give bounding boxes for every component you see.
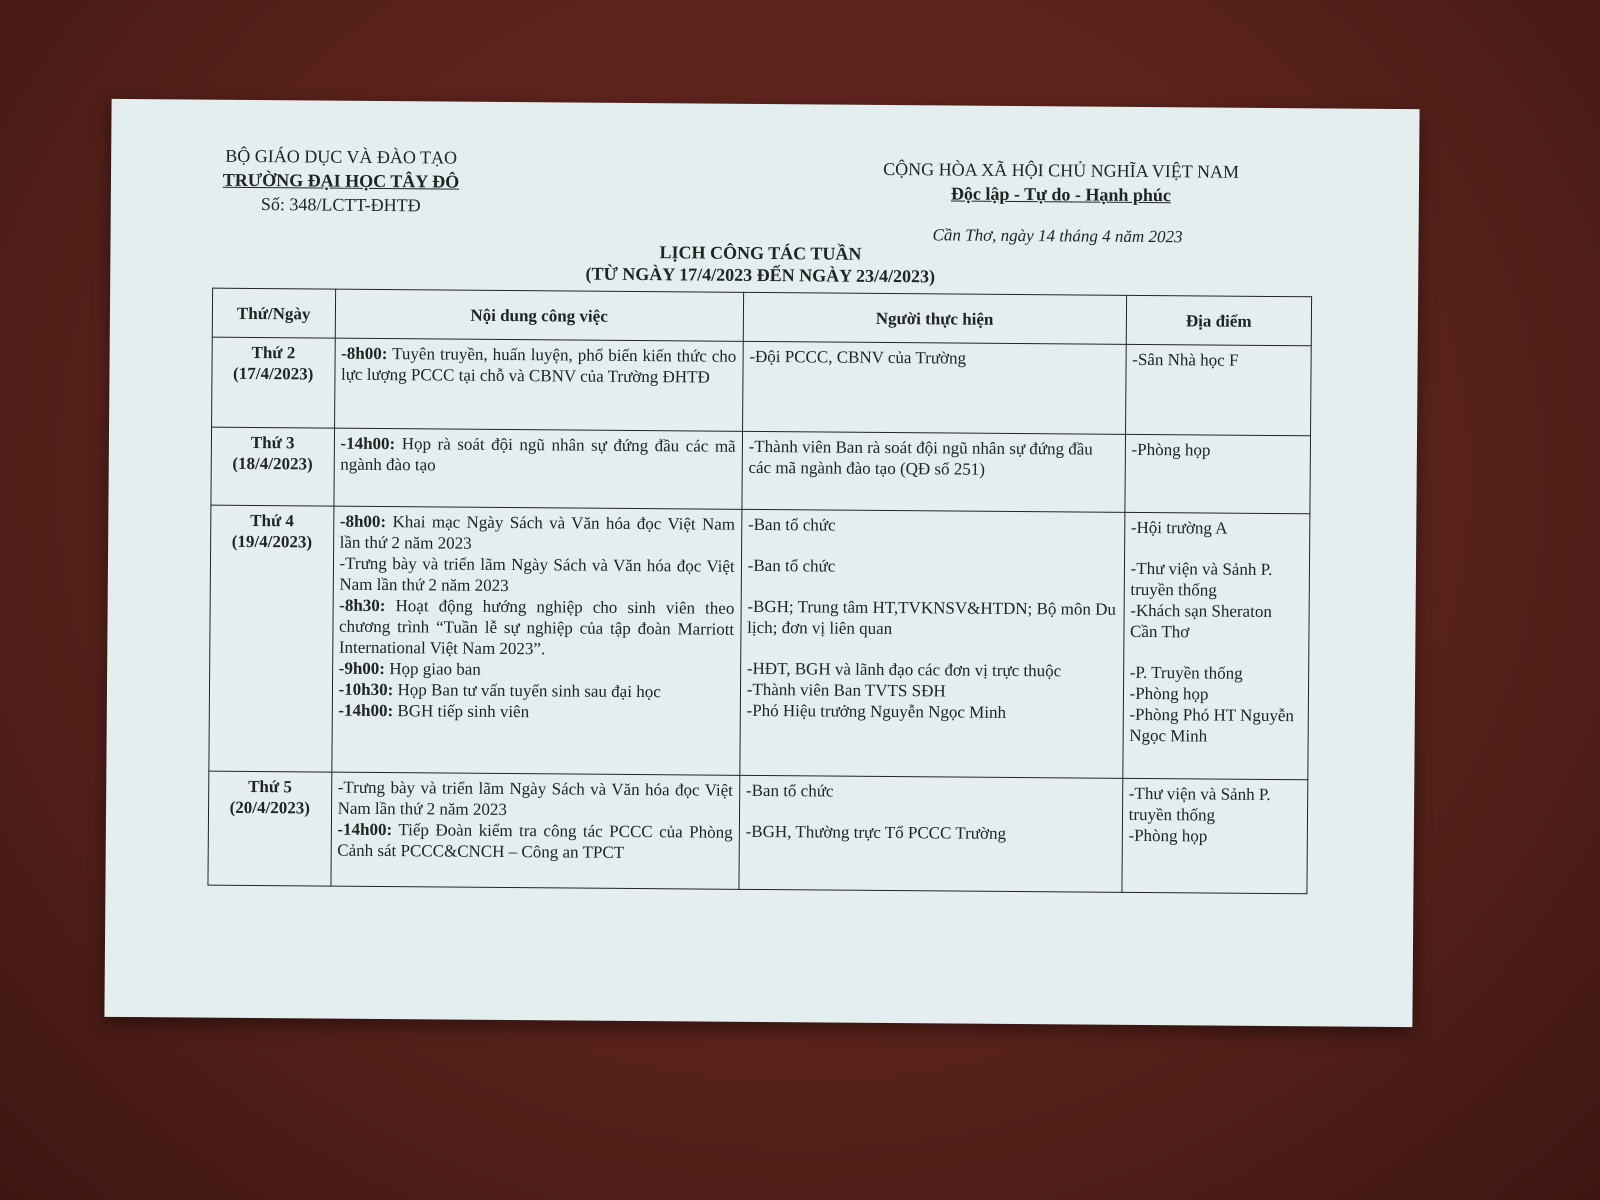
dateline: Cần Thơ, ngày 14 tháng 4 năm 2023 — [932, 225, 1183, 247]
task-time: -9h00: — [338, 658, 386, 679]
table-row — [209, 505, 1310, 780]
school-name: TRƯỜNG ĐẠI HỌC TÂY ĐÔ — [222, 169, 460, 192]
persons-cell — [742, 341, 1126, 434]
task-time: -8h30: — [339, 595, 386, 616]
task-time: -8h00: — [341, 343, 388, 364]
task-item — [339, 553, 735, 598]
task-text: Họp rà soát đội ngũ nhân sự đứng đầu các mã ngành đào tạo — [340, 434, 736, 475]
person-item: -Phó Hiệu trưởng Nguyễn Ngọc Minh — [746, 700, 1007, 722]
person-item: -Thành viên Ban rà soát đội ngũ nhân sự đứng đầu các mã ngành đào tạo (QĐ số 251) — [748, 436, 1093, 479]
task-text: Hoạt động hướng nghiệp cho sinh viên theo chương trình “Tuần lễ sự nghiệp của tập đoàn Marriott International Việt Nam 2023”. — [338, 596, 735, 659]
national-header — [871, 157, 1251, 208]
date: (17/4/2023) — [233, 363, 314, 384]
weekday: Thứ 2 — [251, 342, 296, 363]
task-text: -Trưng bày và triển lãm Ngày Sách và Văn hóa đọc Việt Nam lần thứ 2 năm 2023 — [339, 553, 735, 596]
table-header-row — [212, 288, 1311, 346]
task-item — [338, 700, 733, 724]
task-text: Tiếp Đoàn kiểm tra công tác PCCC của Phòng Cảnh sát PCCC&CNCH – Công an TPCT — [337, 820, 733, 862]
document-number: Số: 348/LCTT-ĐHTĐ — [260, 194, 421, 216]
task-item — [337, 819, 733, 864]
place-item: -Phòng Phó HT Nguyễn Ngọc Minh — [1129, 704, 1295, 746]
place-cell — [1122, 778, 1308, 893]
ministry-name: BỘ GIÁO DỤC VÀ ĐÀO TẠO — [225, 145, 458, 168]
task-text: -Trưng bày và triển lãm Ngày Sách và Văn hóa đọc Việt Nam lần thứ 2 năm 2023 — [337, 777, 734, 820]
weekday: Thứ 5 — [248, 776, 292, 797]
persons-cell — [739, 775, 1123, 892]
place-item: -P. Truyền thống — [1129, 662, 1243, 683]
place-cell — [1125, 344, 1311, 435]
spacer — [1131, 538, 1304, 559]
spacer — [1130, 642, 1303, 663]
persons-cell — [740, 509, 1125, 778]
place-item: -Hội trường A — [1130, 517, 1228, 538]
day-cell — [211, 427, 334, 506]
table-row — [212, 337, 1312, 436]
title-line-1: LỊCH CÔNG TÁC TUẦN — [659, 242, 862, 264]
place-cell — [1125, 434, 1311, 513]
place-item: -Sân Nhà học F — [1132, 349, 1239, 370]
task-item — [341, 343, 737, 388]
person-item: -Ban tổ chức — [745, 780, 834, 801]
national-motto: Độc lập - Tự do - Hạnh phúc — [950, 183, 1171, 206]
table-row — [208, 771, 1308, 894]
person-item: -Ban tổ chức — [747, 514, 836, 535]
document-sheet — [104, 99, 1419, 1027]
table-row — [211, 427, 1311, 514]
issuer-header — [211, 144, 472, 218]
task-time: -8h00: — [339, 511, 387, 532]
header-content: Nội dung công việc — [335, 289, 744, 341]
task-time: -14h00: — [337, 819, 393, 840]
day-cell — [209, 505, 334, 772]
republic-name: CỘNG HÒA XÃ HỘI CHỦ NGHĨA VIỆT NAM — [883, 158, 1240, 182]
person-item: -Đội PCCC, CBNV của Trường — [749, 346, 967, 368]
content-cell — [331, 506, 741, 775]
task-text: Khai mạc Ngày Sách và Văn hóa đọc Việt Nam lần thứ 2 năm 2023 — [339, 512, 736, 553]
task-item — [340, 511, 736, 556]
place-item: -Phòng họp — [1128, 825, 1208, 846]
task-time: -14h00: — [338, 700, 394, 721]
header-day: Thứ/Ngày — [212, 288, 335, 338]
weekday: Thứ 3 — [250, 432, 295, 453]
content-cell — [334, 338, 743, 431]
weekday: Thứ 4 — [250, 510, 295, 531]
place-item: -Khách sạn Sheraton Cần Thơ — [1130, 600, 1272, 642]
date: (20/4/2023) — [229, 797, 311, 818]
person-item: -HĐT, BGH và lãnh đạo các đơn vị trực thuộc — [746, 658, 1062, 681]
place-cell — [1122, 512, 1309, 779]
person-item: -BGH, Thường trực Tổ PCCC Trường — [745, 821, 1007, 843]
task-text: Họp giao ban — [384, 659, 481, 679]
task-item — [339, 595, 735, 661]
task-item — [338, 777, 734, 822]
content-cell — [333, 428, 742, 509]
place-item: -Thư viện và Sảnh P. truyền thống — [1130, 558, 1273, 600]
task-text: Họp Ban tư vấn tuyển sinh sau đại học — [393, 680, 661, 702]
person-item: -BGH; Trung tâm HT,TVKNSV&HTDN; Bộ môn Du lịch; đơn vị liên quan — [747, 596, 1116, 639]
day-cell — [208, 771, 331, 886]
schedule-table — [207, 288, 1312, 895]
task-item — [340, 433, 736, 478]
header-persons: Người thực hiện — [743, 292, 1126, 344]
place-item: -Phòng họp — [1129, 683, 1209, 704]
persons-cell — [742, 431, 1125, 512]
date: (19/4/2023) — [231, 531, 313, 552]
day-cell — [212, 337, 335, 428]
task-time: -10h30: — [338, 679, 394, 700]
header-place: Địa điểm — [1126, 295, 1312, 345]
person-item: -Ban tổ chức — [747, 555, 836, 576]
person-item: -Thành viên Ban TVTS SĐH — [746, 679, 946, 701]
document-title — [440, 239, 1080, 288]
place-item: -Phòng họp — [1131, 439, 1211, 460]
title-line-2: (TỪ NGÀY 17/4/2023 ĐẾN NGÀY 23/4/2023) — [585, 263, 936, 287]
date: (18/4/2023) — [232, 453, 313, 474]
place-item: -Thư viện và Sảnh P. truyền thống — [1128, 783, 1271, 825]
content-cell — [330, 772, 739, 889]
task-text: Tuyên truyền, huấn luyện, phổ biến kiến thức cho lực lượng PCCC tại chỗ và CBNV của Trường ĐHTĐ — [340, 344, 737, 387]
task-text: BGH tiếp sinh viên — [393, 701, 530, 722]
task-time: -14h00: — [340, 433, 396, 454]
